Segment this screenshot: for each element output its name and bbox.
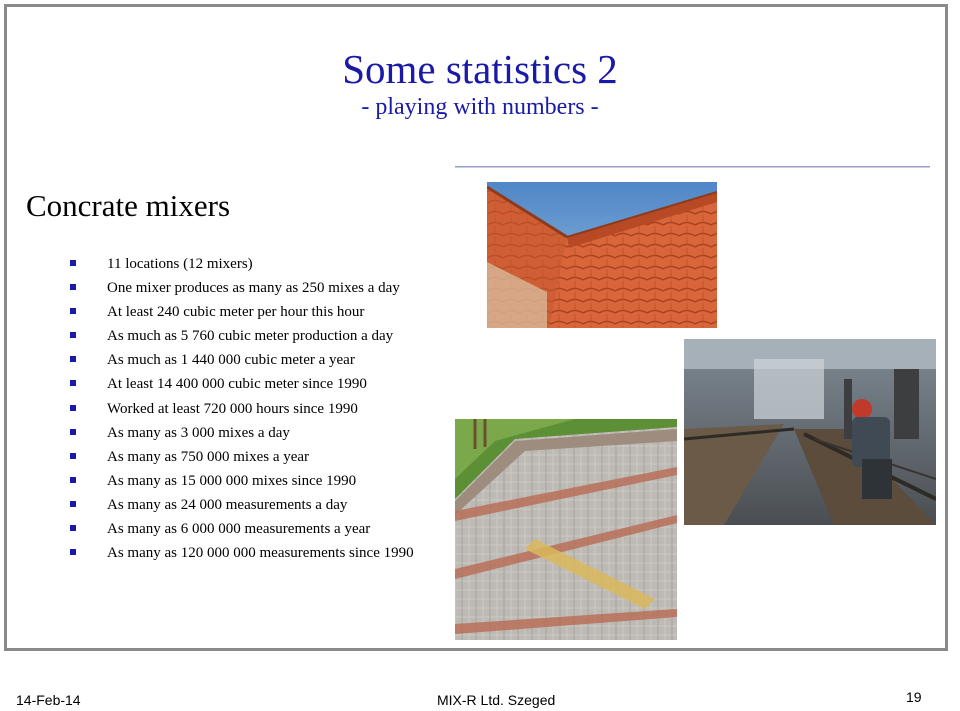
list-item: Worked at least 720 000 hours since 1990 xyxy=(70,399,414,423)
slide-subtitle: - playing with numbers - xyxy=(361,94,599,120)
list-item: As many as 15 000 000 mixes since 1990 xyxy=(70,471,414,495)
title-divider xyxy=(455,166,930,168)
section-heading: Concrate mixers xyxy=(26,188,231,223)
bullet-square-icon xyxy=(70,453,76,459)
list-item: 11 locations (12 mixers) xyxy=(70,254,414,278)
roof-tiles-photo xyxy=(487,182,717,328)
bullet-square-icon xyxy=(70,501,76,507)
bullet-square-icon xyxy=(70,549,76,555)
bullet-square-icon xyxy=(70,525,76,531)
list-item: As many as 120 000 000 measurements since 1990 xyxy=(70,543,414,567)
list-item: As much as 5 760 cubic meter production a day xyxy=(70,326,414,350)
list-item: As many as 6 000 000 measurements a year xyxy=(70,519,414,543)
list-item: As many as 3 000 mixes a day xyxy=(70,423,414,447)
bullet-square-icon xyxy=(70,356,76,362)
bullet-square-icon xyxy=(70,405,76,411)
footer-organization: MIX-R Ltd. Szeged xyxy=(437,692,556,708)
paving-stones-photo xyxy=(455,419,677,640)
page-number: 19 xyxy=(906,689,922,705)
list-item: At least 240 cubic meter per hour this hour xyxy=(70,302,414,326)
bullet-square-icon xyxy=(70,284,76,290)
list-item: As much as 1 440 000 cubic meter a year xyxy=(70,350,414,374)
list-item: As many as 24 000 measurements a day xyxy=(70,495,414,519)
slide-title: Some statistics 2 xyxy=(342,46,618,92)
bullet-square-icon xyxy=(70,380,76,386)
list-item: At least 14 400 000 cubic meter since 1990 xyxy=(70,374,414,398)
list-item: One mixer produces as many as 250 mixes a day xyxy=(70,278,414,302)
footer-date: 14-Feb-14 xyxy=(16,692,81,708)
bullet-square-icon xyxy=(70,332,76,338)
bullet-square-icon xyxy=(70,429,76,435)
statistics-list xyxy=(70,254,414,567)
concrete-factory-photo xyxy=(684,339,936,525)
list-item: As many as 750 000 mixes a year xyxy=(70,447,414,471)
bullet-square-icon xyxy=(70,308,76,314)
bullet-square-icon xyxy=(70,260,76,266)
bullet-square-icon xyxy=(70,477,76,483)
